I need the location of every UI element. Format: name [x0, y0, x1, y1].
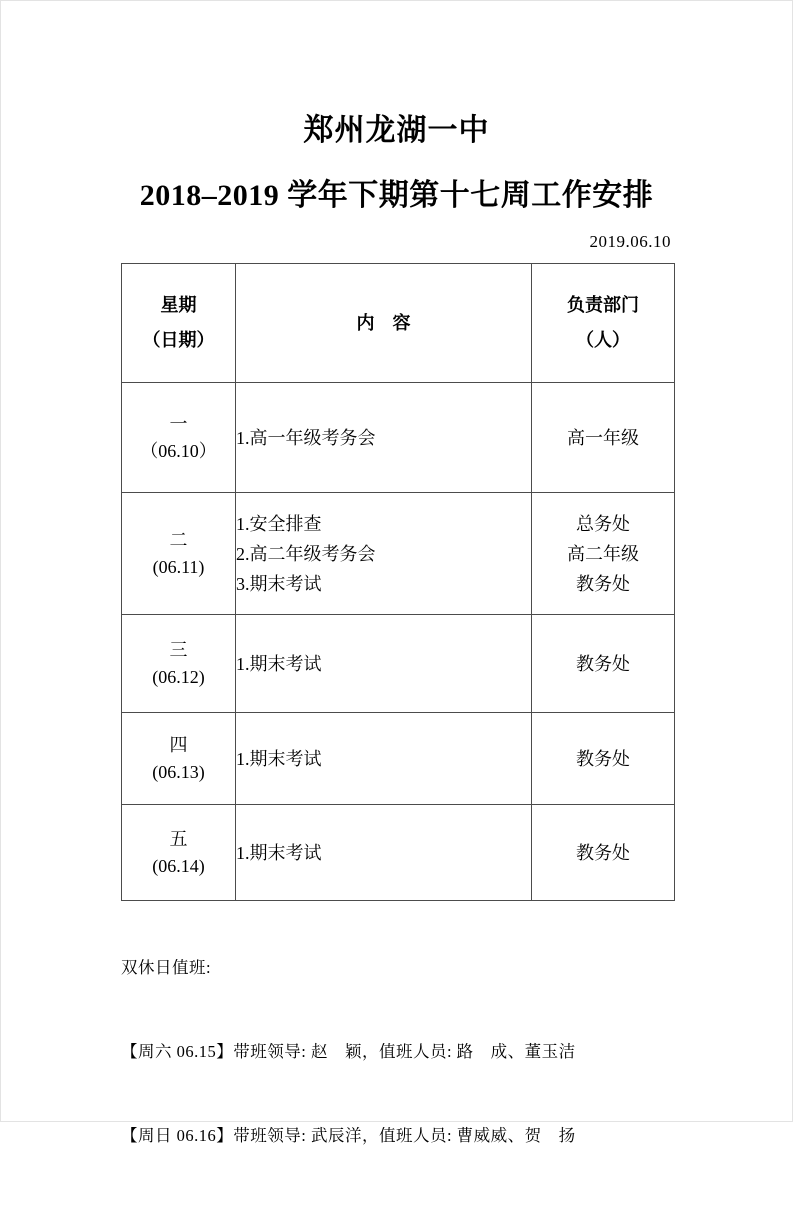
content-cell: [236, 615, 532, 713]
content-item: 1.期末考试: [236, 653, 322, 674]
department-item: 教务处: [576, 653, 630, 674]
table-row-tuesday: [122, 493, 675, 615]
department-cell: [532, 383, 675, 493]
content-item: 1.安全排查: [236, 513, 322, 534]
day-cell: [122, 713, 236, 805]
weekly-schedule-table: [121, 263, 675, 901]
department-item: 高二年级: [567, 543, 639, 564]
content-item: 1.期末考试: [236, 842, 322, 863]
day-cell: [122, 615, 236, 713]
document-date: 2019.06.10: [589, 232, 671, 251]
content-cell: [236, 713, 532, 805]
day-date: (06.13): [152, 761, 205, 782]
department-cell: [532, 615, 675, 713]
day-label: 五: [169, 828, 188, 849]
department-item: 教务处: [576, 573, 630, 594]
col-header-department-line1: 负责部门: [567, 295, 639, 315]
col-header-department: [532, 264, 675, 383]
day-cell: [122, 383, 236, 493]
content-cell: [236, 383, 532, 493]
department-cell: [532, 713, 675, 805]
col-header-content: 内 容: [236, 264, 532, 383]
content-item: 1.高一年级考务会: [236, 427, 376, 448]
day-date: (06.12): [152, 666, 205, 687]
col-header-department-line2: （人）: [576, 330, 630, 350]
document-title: 2018–2019 学年下期第十七周工作安排: [139, 179, 654, 212]
col-header-day-line1: 星期: [160, 295, 197, 315]
department-cell: [532, 805, 675, 901]
table-header-row: [122, 264, 675, 383]
day-label: 一: [169, 413, 188, 434]
department-item: 高一年级: [567, 427, 639, 448]
department-item: 总务处: [576, 513, 630, 534]
day-label: 三: [169, 639, 188, 660]
day-label: 四: [169, 734, 188, 755]
table-row-monday: [122, 383, 675, 493]
content-cell: [236, 805, 532, 901]
day-cell: [122, 493, 236, 615]
col-header-day-line2: （日期）: [142, 330, 215, 350]
day-date: (06.14): [152, 855, 205, 876]
department-cell: [532, 493, 675, 615]
department-item: 教务处: [576, 748, 630, 769]
content-item: 1.期末考试: [236, 748, 322, 769]
day-date: （06.10）: [140, 440, 217, 461]
weekend-duty-section: [121, 898, 576, 1206]
table-row-thursday: [122, 713, 675, 805]
day-label: 二: [169, 529, 188, 550]
content-item: 2.高二年级考务会: [236, 543, 376, 564]
weekend-duty-sunday: 【周日 06.16】带班领导: 武辰洋，值班人员: 曹威威、贺 扬: [121, 1126, 576, 1145]
col-header-day: [122, 264, 236, 383]
content-item: 3.期末考试: [236, 573, 322, 594]
weekend-duty-heading: 双休日值班:: [121, 958, 212, 977]
table-row-friday: [122, 805, 675, 901]
school-title: 郑州龙湖一中: [303, 114, 490, 147]
weekend-duty-saturday: 【周六 06.15】带班领导: 赵 颖，值班人员: 路 成、董玉洁: [121, 1042, 576, 1061]
department-item: 教务处: [576, 842, 630, 863]
content-cell: [236, 493, 532, 615]
day-date: (06.11): [152, 556, 205, 577]
table-row-wednesday: [122, 615, 675, 713]
day-cell: [122, 805, 236, 901]
